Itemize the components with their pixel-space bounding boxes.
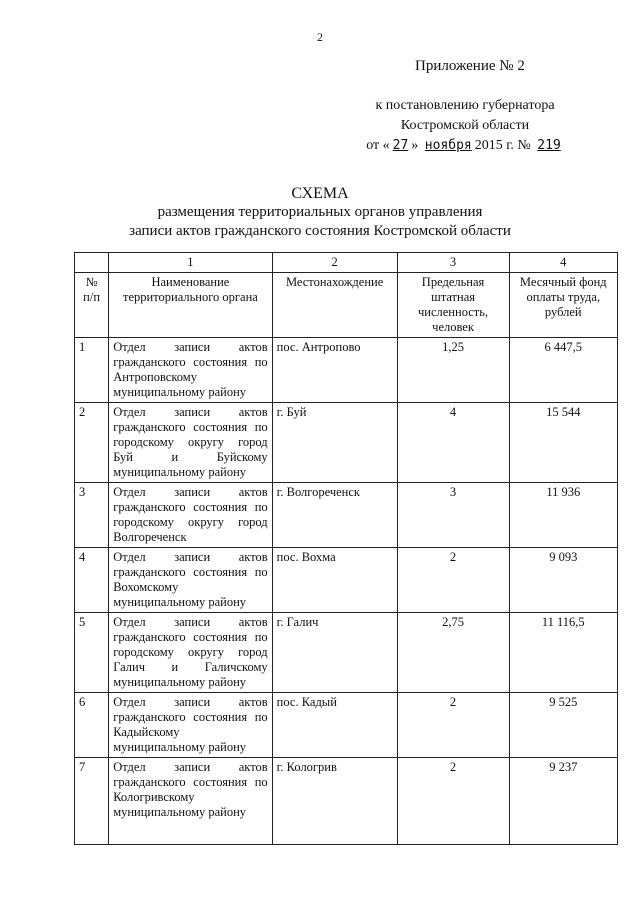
decree-number: 219 (537, 138, 561, 153)
offices-table (74, 252, 618, 845)
decree-year: 2015 г. № (474, 138, 531, 153)
header-fund: Месячный фонд оплаты труда, рублей (509, 273, 617, 338)
cell-staff: 3 (397, 483, 509, 548)
cell-name: Отдел записи актов гражданского состояния по Антроповскому муниципальному району (109, 338, 272, 403)
column-number-row (75, 253, 618, 273)
decree-month: ноября (424, 138, 472, 153)
cell-name: Отдел записи актов гражданского состояния по Кологривскому муниципальному району (109, 758, 272, 845)
table-row (75, 403, 618, 483)
cell-num: 6 (75, 693, 109, 758)
cell-location: пос. Антропово (272, 338, 397, 403)
column-number: 2 (272, 253, 397, 273)
decree-line-1: к постановлению губернатора (375, 98, 555, 113)
header-staff: Предельная штатная численность, человек (397, 273, 509, 338)
column-number: 3 (397, 253, 509, 273)
table-row (75, 548, 618, 613)
decree-date-line (320, 136, 610, 156)
header-row (75, 273, 618, 338)
cell-location: г. Волгореченск (272, 483, 397, 548)
cell-fund: 6 447,5 (509, 338, 617, 403)
cell-name: Отдел записи актов гражданского состояния по городскому округу город Волгореченск (109, 483, 272, 548)
decree-line-2: Костромской области (400, 118, 530, 133)
cell-staff: 2,75 (397, 613, 509, 693)
title-line-1: размещения территориальных органов управления (157, 204, 483, 220)
cell-num: 1 (75, 338, 109, 403)
cell-fund: 11 936 (509, 483, 617, 548)
cell-num: 7 (75, 758, 109, 845)
table-row (75, 613, 618, 693)
column-number (75, 253, 109, 273)
title-line-2: записи актов гражданского состояния Костромской области (129, 223, 511, 239)
cell-name: Отдел записи актов гражданского состояния по Кадыйскому муниципальному району (109, 693, 272, 758)
decree-date-mid: » (411, 138, 419, 153)
cell-location: пос. Кадый (272, 693, 397, 758)
cell-staff: 2 (397, 548, 509, 613)
cell-num: 4 (75, 548, 109, 613)
cell-name: Отдел записи актов гражданского состояния по Вохомскому муниципальному району (109, 548, 272, 613)
document-title (0, 184, 640, 241)
cell-name: Отдел записи актов гражданского состояния по городскому округу город Буй и Буйскому муниципальному району (109, 403, 272, 483)
cell-num: 5 (75, 613, 109, 693)
cell-location: г. Галич (272, 613, 397, 693)
decree-reference (320, 96, 610, 156)
cell-num: 2 (75, 403, 109, 483)
header-location: Местонахождение (272, 273, 397, 338)
header-name: Наименование территориального органа (109, 273, 272, 338)
cell-fund: 15 544 (509, 403, 617, 483)
cell-fund: 11 116,5 (509, 613, 617, 693)
cell-staff: 1,25 (397, 338, 509, 403)
cell-staff: 2 (397, 758, 509, 845)
page-number: 2 (317, 30, 323, 44)
cell-staff: 2 (397, 693, 509, 758)
column-number: 4 (509, 253, 617, 273)
cell-location: г. Кологрив (272, 758, 397, 845)
cell-location: г. Буй (272, 403, 397, 483)
header-num: № п/п (75, 273, 109, 338)
title-schema: СХЕМА (291, 185, 349, 202)
decree-day: 27 (392, 138, 409, 153)
cell-fund: 9 237 (509, 758, 617, 845)
cell-location: пос. Вохма (272, 548, 397, 613)
table-row (75, 758, 618, 845)
cell-fund: 9 093 (509, 548, 617, 613)
table-row (75, 693, 618, 758)
cell-staff: 4 (397, 403, 509, 483)
table-row (75, 483, 618, 548)
decree-date-prefix: от « (366, 138, 390, 153)
cell-name: Отдел записи актов гражданского состояния по городскому округу город Галич и Галичскому муниципальному району (109, 613, 272, 693)
column-number: 1 (109, 253, 272, 273)
appendix-label: Приложение № 2 (415, 58, 525, 74)
table-row (75, 338, 618, 403)
cell-fund: 9 525 (509, 693, 617, 758)
cell-num: 3 (75, 483, 109, 548)
